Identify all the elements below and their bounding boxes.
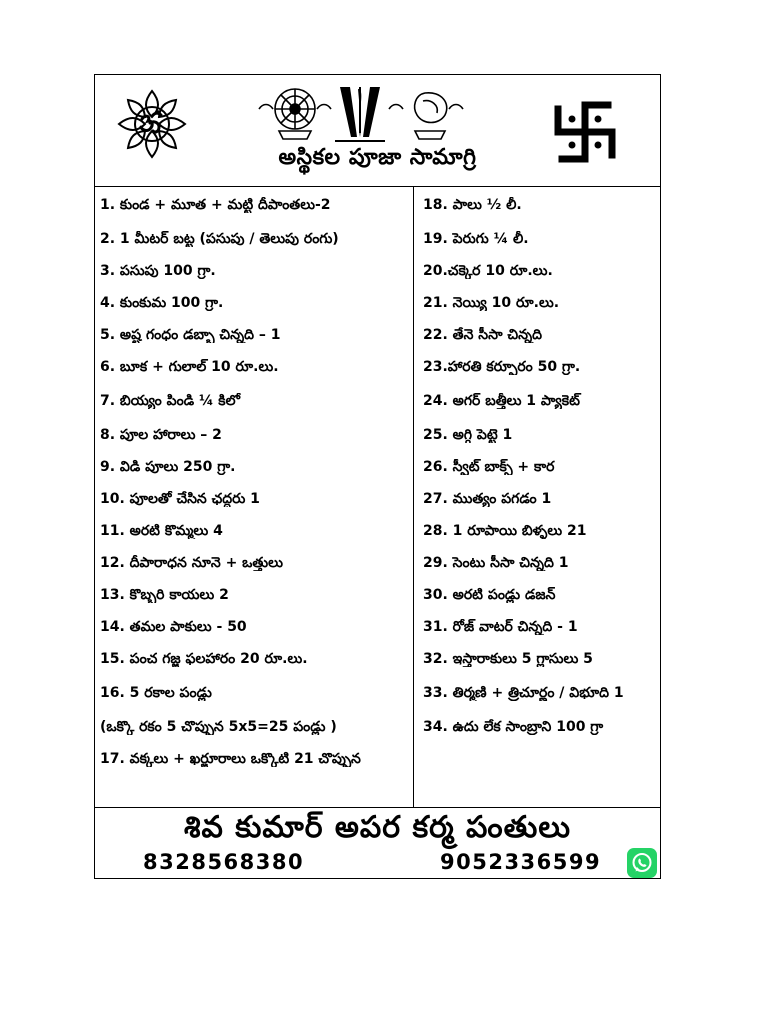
list-item: 20.చక్కెర 10 రూ.లు. [423,263,553,279]
item-list-left [100,191,412,767]
list-item: 26. స్వీట్ బాక్స్ + కార [423,459,555,475]
pooja-list-sheet [94,74,661,879]
phone-number-1[interactable]: 8328568380 [143,850,305,874]
page-title: అస్థికల పూజా సామాగ్రి [278,145,477,170]
list-item: 19. పెరుగు ¼ లీ. [423,231,529,247]
list-item: 28. 1 రూపాయి బిళ్ళలు 21 [423,523,587,539]
list-item: 14. తమల పాకులు - 50 [100,619,247,635]
list-item: 8. పూల హారాలు – 2 [100,427,222,443]
swastika-icon [552,99,618,165]
list-item: 9. విడి పూలు 250 గ్రా. [100,459,236,475]
list-item: (ఒక్కొ రకం 5 చొప్పున 5x5=25 పండ్లు ) [100,719,337,735]
phone-number-2[interactable]: 9052336599 [440,850,602,874]
list-item: 11. అరటి కొమ్మలు 4 [100,523,223,539]
list-item: 6. బూక + గులాల్ 10 రూ.లు. [100,359,279,375]
list-item: 29. సెంటు సీసా చిన్నది 1 [423,555,569,571]
list-item: 18. పాలు ½ లీ. [423,197,522,213]
list-item: 23.హారతి కర్పూరం 50 గ్రా. [423,359,581,375]
list-item: 10. పూలతో చేసిన ఛద్దరు 1 [100,491,260,507]
column-divider [413,187,414,807]
footer [95,807,660,878]
list-item: 13. కొబ్బరి కాయలు 2 [100,587,229,603]
list-item: 1. కుండ + మూత + మట్టి దీపాంతలు-2 [100,197,331,213]
list-item: 24. అగర్ బత్తీలు 1 ప్యాకెట్ [423,393,580,409]
item-list-right [423,191,659,735]
item-list-area [95,187,660,807]
shankha-namam-chakra-emblem [255,81,465,151]
list-item: 5. అష్ట గంధం డబ్బా చిన్నది – 1 [100,327,281,343]
list-item: 7. బియ్యం పిండి ¼ కిలో [100,393,241,409]
list-item: 25. అగ్గి పెట్టె 1 [423,427,513,443]
list-item: 33. తిర్మణి + త్రిచూర్ణం / విభూది 1 [423,685,624,701]
list-item: 3. పసుపు 100 గ్రా. [100,263,216,279]
list-item: 27. ముత్యం పగడం 1 [423,491,552,507]
priest-name: శివ కుమార్ అపర కర్మ పంతులు [184,810,571,845]
list-item: 30. అరటి పండ్లు డజన్ [423,587,556,603]
list-item: 21. నెయ్యి 10 రూ.లు. [423,295,560,311]
list-item: 12. దీపారాధన నూనె + ఒత్తులు [100,555,283,571]
list-item: 2. 1 మీటర్ బట్ట (పసుపు / తెలుపు రంగు) [100,231,339,247]
list-item: 22. తేనె సీసా చిన్నది [423,327,542,343]
list-item: 17. వక్కలు + ఖర్జూరాలు ఒక్కొటి 21 చొప్పున [100,751,361,767]
list-item: 31. రోజ్ వాటర్ చిన్నది - 1 [423,619,578,635]
list-item: 15. పంచ గజ్జ ఫలహారం 20 రూ.లు. [100,651,308,667]
header [95,75,660,187]
list-item: 16. 5 రకాల పండ్లు [100,685,212,701]
whatsapp-icon[interactable] [627,848,657,878]
list-item: 32. ఇస్తారాకులు 5 గ్లాసులు 5 [423,651,593,667]
list-item: 34. ఉదు లేక సాంబ్రాని 100 గ్రా [423,719,604,735]
list-item: 4. కుంకుమ 100 గ్రా. [100,295,224,311]
